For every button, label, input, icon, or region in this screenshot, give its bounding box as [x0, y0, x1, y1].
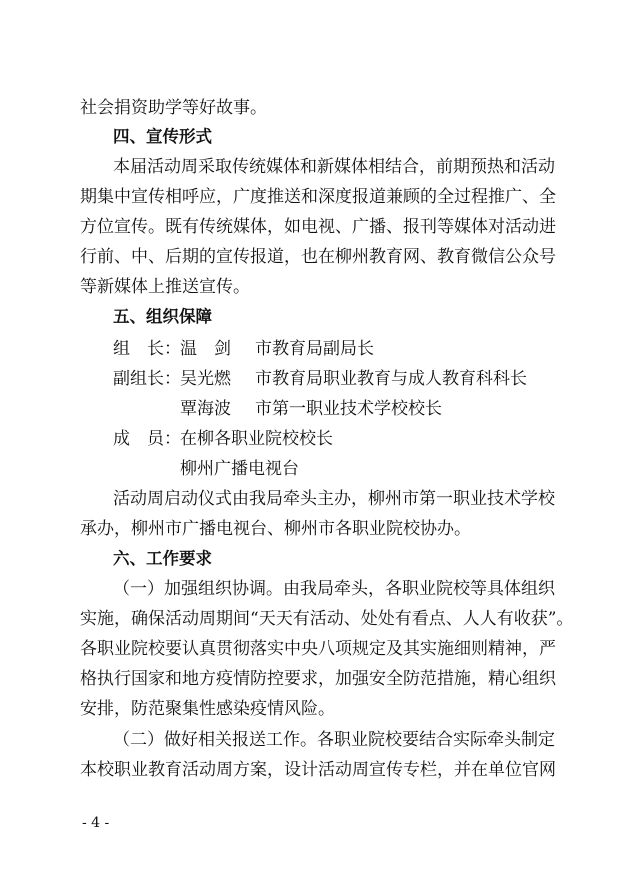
org-label: 组 长：: [113, 339, 181, 359]
org-row-deputy: [113, 368, 527, 390]
paragraph-line: 本届活动周采取传统媒体和新媒体相结合，前期预热和活动: [113, 157, 555, 177]
org-member: 柳州广播电视台: [180, 459, 299, 479]
paragraph-line: 安排，防范聚集性感染疫情风险。: [80, 699, 335, 719]
org-name: 覃海波: [180, 399, 231, 419]
org-title: 市第一职业技术学校校长: [255, 399, 442, 419]
org-row-leader: [113, 338, 374, 360]
paragraph-line: 各职业院校要认真贯彻落实中央八项规定及其实施细则精神，严: [80, 639, 556, 659]
section-heading-requirements: 六、工作要求: [113, 549, 212, 568]
section-heading-publicity: 四、宣传形式: [113, 127, 212, 146]
paragraph-line: 期集中宣传相呼应，广度推送和深度报道兼顾的全过程推广、全: [80, 187, 556, 207]
org-row-deputy-2: [180, 398, 442, 420]
org-label: 成 员：: [113, 429, 181, 449]
org-title: 市教育局职业教育与成人教育科科长: [255, 369, 527, 389]
org-row-members: [113, 428, 333, 450]
section-heading-organization: 五、组织保障: [113, 307, 212, 326]
org-title: 市教育局副局长: [255, 339, 374, 359]
paragraph-line: 实施，确保活动周期间“天天有活动、处处有看点、人人有收获”。: [80, 609, 574, 629]
paragraph-line: 格执行国家和地方疫情防控要求，加强安全防范措施，精心组织: [80, 669, 556, 689]
paragraph-line: 行前、中、后期的宣传报道，也在柳州教育网、教育微信公众号: [80, 247, 556, 267]
paragraph-line: 方位宣传。既有传统媒体，如电视、广播、报刊等媒体对活动进: [80, 217, 556, 237]
paragraph-line: 等新媒体上推送宣传。: [80, 277, 250, 297]
paragraph-line: 承办，柳州市广播电视台、柳州市各职业院校协办。: [80, 519, 471, 539]
paragraph-line: 本校职业教育活动周方案，设计活动周宣传专栏，并在单位官网: [80, 760, 556, 780]
text-line: 社会捐资助学等好故事。: [80, 98, 267, 118]
paragraph-line: （一）加强组织协调。由我局牵头，各职业院校等具体组织: [113, 579, 555, 599]
org-name: 吴光燃: [180, 369, 231, 389]
org-name: 温 剑: [180, 339, 231, 359]
org-row-members-2: [180, 458, 299, 480]
paragraph-line: （二）做好相关报送工作。各职业院校要结合实际牵头制定: [113, 730, 555, 750]
org-member: 在柳各职业院校校长: [180, 429, 333, 449]
page-number: - 4 -: [82, 815, 110, 831]
org-label: 副组长：: [113, 369, 181, 389]
paragraph-line: 活动周启动仪式由我局牵头主办，柳州市第一职业技术学校: [113, 489, 555, 509]
